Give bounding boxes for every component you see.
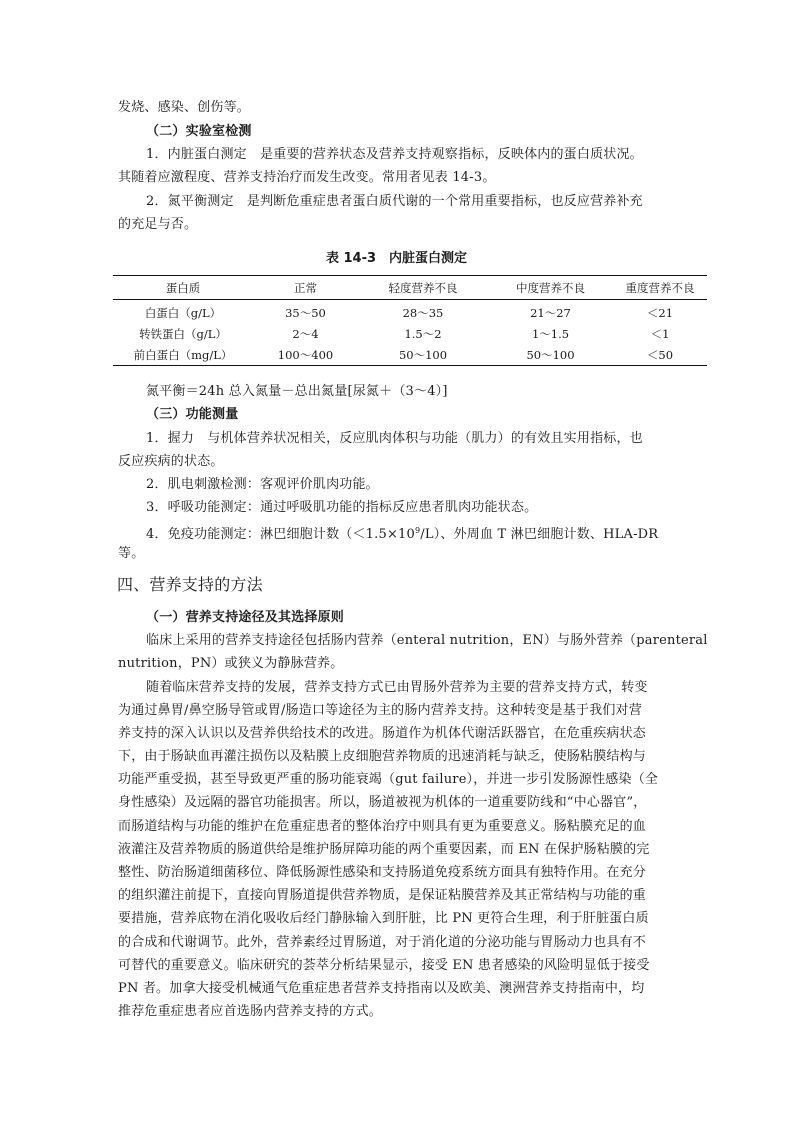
- para2-line: 为通过鼻胃/鼻空肠导管或胃/肠造口等途径为主的肠内营养支持。这种转变是基于我们对营: [118, 703, 642, 718]
- lab-item2-line2: 的充足与否。: [118, 217, 198, 232]
- para2-line: 随着临床营养支持的发展，营养支持方式已由胃肠外营养为主要的营养支持方式，转变: [146, 680, 648, 695]
- table-cell: 2～4: [292, 326, 319, 341]
- para2-line: 养支持的深入认识以及营养供给技术的改进。肠道作为机体代谢活跃器官，在危重疾病状态: [118, 726, 647, 741]
- table-row: [113, 300, 707, 324]
- table-cell: 21～27: [530, 305, 571, 320]
- lab-item1-line2: 其随着应激程度、营养支持治疗而发生改变。常用者见表 14-3。: [118, 170, 496, 185]
- table-header: 重度营养不良: [613, 276, 707, 300]
- para2-line: 而肠道结构与功能的维护在危重症患者的整体治疗中则具有更为重要意义。肠粘膜充足的血: [118, 819, 647, 834]
- para2-line: 要措施，营养底物在消化吸收后经门静脉输入到肝脏，比 PN 更符合生理，利于肝脏蛋白质: [118, 911, 649, 926]
- intro-line: 发烧、感染、创伤等。: [118, 100, 251, 115]
- para1-line2: nutrition，PN）或狭义为静脉营养。: [118, 656, 344, 671]
- table-cell: 前白蛋白（mg/L）: [133, 347, 233, 362]
- table-cell: 50～100: [526, 347, 575, 362]
- table-cell: 50～100: [398, 347, 448, 362]
- para2-line: 整性、防治肠道细菌移位、降低肠源性感染和支持肠道免疫系统方面具有独特作用。在充分: [118, 865, 647, 880]
- func-item4-pre: 4．免疫功能测定：淋巴细胞计数（＜1.5×10: [146, 527, 415, 542]
- section-lab-heading: （二）实验室检测: [146, 124, 252, 139]
- func-item1-line1: 1．握力 与机体营养状况相关，反应肌肉体积与功能（肌力）的有效且实用指标，也: [146, 431, 643, 446]
- section-func-heading: （三）功能测量: [146, 407, 239, 422]
- table-header: 蛋白质: [113, 276, 253, 300]
- table-cell: 1.5～2: [404, 326, 442, 341]
- section4-heading: 四、营养支持的方法: [117, 575, 263, 594]
- para2-line: 功能严重受损，甚至导致更严重的肠功能衰竭（gut failure），并进一步引发肠源性感染（全: [118, 772, 659, 787]
- func-item4-line1: [146, 522, 702, 543]
- table-row: [113, 323, 707, 344]
- para2-line: 身性感染）及远隔的器官功能损害。所以，肠道被视为机体的一道重要防线和“中心器官”，: [118, 795, 647, 810]
- nitrogen-balance-formula: 氮平衡＝24h 总入氮量－总出氮量[尿氮＋（3～4）]: [146, 384, 448, 399]
- table-caption: 表 14-3 内脏蛋白测定: [325, 251, 468, 266]
- func-item3: 3．呼吸功能测定：通过呼吸肌功能的指标反应患者肌肉功能状态。: [146, 500, 538, 515]
- sub1-heading: （一）营养支持途径及其选择原则: [146, 610, 345, 625]
- para2-line: 推荐危重症患者应首选肠内营养支持的方式。: [118, 1004, 383, 1019]
- table-header: 轻度营养不良: [358, 276, 488, 300]
- lab-item1-line1: 1．内脏蛋白测定 是重要的营养状态及营养支持观察指标，反映体内的蛋白质状况。: [146, 147, 643, 162]
- func-item4-line2: 等。: [118, 546, 145, 561]
- func-item4-superscript: 9: [414, 526, 421, 535]
- func-item4-post: /L）、外周血 T 淋巴细胞计数、HLA-DR: [420, 527, 659, 542]
- table-cell: ＜21: [646, 305, 674, 320]
- table-cell: 35～50: [285, 305, 326, 320]
- table-cell: ＜1: [650, 326, 670, 341]
- para2-line: 的组织灌注前提下，直接向胃肠道提供营养物质，是保证粘膜营养及其正常结构与功能的重: [118, 888, 647, 903]
- para2-line: 的合成和代谢调节。此外，营养素经过胃肠道，对于消化道的分泌功能与胃肠动力也具有不: [118, 935, 647, 950]
- para2-line: PN 者。加拿大接受机械通气危重症患者营养支持指南以及欧美、澳洲营养支持指南中，均: [118, 981, 645, 996]
- table-header: 正常: [253, 276, 358, 300]
- table-cell: 100～400: [277, 347, 334, 362]
- table-cell: 28～35: [402, 305, 444, 320]
- func-item1-line2: 反应疾病的状态。: [118, 454, 224, 469]
- lab-item2-line1: 2．氮平衡测定 是判断危重症患者蛋白质代谢的一个常用重要指标，也反应营养补充: [146, 194, 643, 209]
- table-cell: 转铁蛋白（g/L）: [139, 326, 227, 341]
- para2-line: 可替代的重要意义。临床研究的荟萃分析结果显示，接受 EN 患者感染的风险明显低于接受: [118, 958, 650, 973]
- para1-line1: 临床上采用的营养支持途径包括肠内营养（enteral nutrition，EN）与肠外营养（parenteral: [146, 633, 708, 648]
- func-item2: 2．肌电刺激检测：客观评价肌肉功能。: [146, 477, 379, 492]
- table-cell: 白蛋白（g/L）: [144, 305, 222, 320]
- table-cell: 1～1.5: [531, 326, 570, 341]
- table-header-row: [113, 276, 707, 300]
- table-row: [113, 344, 707, 366]
- table-cell: ＜50: [646, 347, 674, 362]
- table-header: 中度营养不良: [488, 276, 613, 300]
- para2-line: 液灌注及营养物质的肠道供给是维护肠屏障功能的两个重要因素，而 EN 在保护肠粘膜的完: [118, 842, 650, 857]
- para2-line: 下，由于肠缺血再灌注损伤以及粘膜上皮细胞营养物质的迅速消耗与缺乏，使肠粘膜结构与: [118, 749, 647, 764]
- visceral-protein-table: [113, 275, 707, 366]
